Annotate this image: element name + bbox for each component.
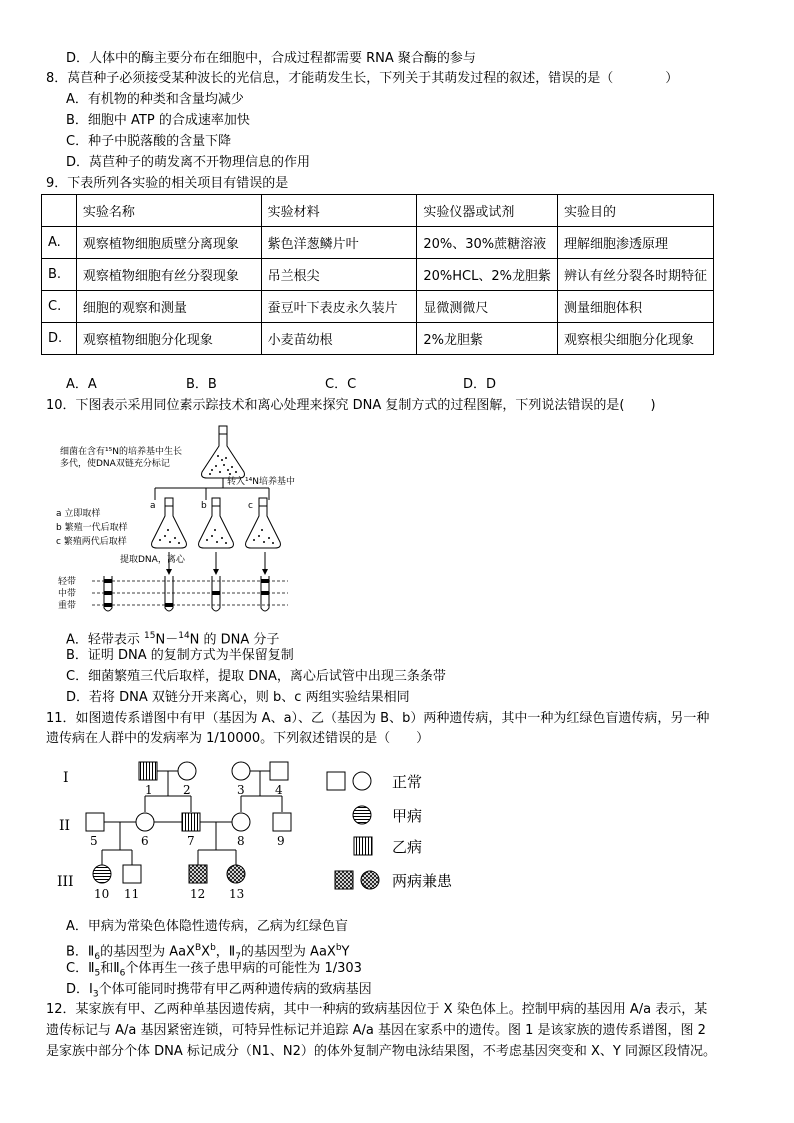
pedigree-figure	[55, 752, 485, 907]
q9-table	[41, 194, 714, 355]
q10-option-a-text: N－	[155, 632, 179, 648]
table-cell: 20%、30%蔗糖溶液	[417, 227, 558, 259]
table-row	[42, 259, 714, 291]
legend-disease-b-icon	[354, 837, 372, 855]
table-header-cell: 实验名称	[76, 195, 261, 227]
q9-choice-a: A．A	[66, 377, 97, 392]
q10-option-a-text: A．轻带表示	[66, 632, 145, 648]
superscript: b	[210, 943, 216, 953]
table-cell: 测量细胞体积	[557, 291, 713, 323]
reference-tube-icon	[104, 576, 112, 611]
table-cell: 观察植物细胞有丝分裂现象	[76, 259, 261, 291]
table-cell: 观察根尖细胞分化现象	[557, 323, 713, 355]
subscript: 6	[119, 968, 126, 979]
isotope-15-superscript: 15	[144, 631, 156, 641]
individual-7-icon	[182, 813, 200, 831]
q11-option-d-text: D．Ⅰ	[66, 982, 93, 997]
top-flask-icon	[202, 426, 245, 478]
q7-option-d: D．人体中的酶主要分布在细胞中，合成过程都需要 RNA 聚合酶的参与	[66, 51, 476, 66]
band-light-label: 轻带	[58, 577, 77, 587]
q8-option-d: D．莴苣种子的萌发离不开物理信息的作用	[66, 155, 311, 170]
legend-both-female-icon	[361, 871, 379, 889]
q12-line-3: 是家族中部分个体 DNA 标记成分（N1、N2）的体外复制产物电泳结果图，不考虑基因突变和 X、Y 同源区段情况。	[46, 1044, 716, 1059]
q11-option-d-text: 个体可能同时携带有甲乙两种遗传病的致病基因	[98, 982, 372, 997]
isotope-14-superscript: 14	[178, 631, 190, 641]
individual-2-label: 2	[183, 783, 191, 797]
q8-option-b: B．细胞中 ATP 的合成速率加快	[66, 113, 250, 128]
individual-7-label: 7	[187, 834, 195, 848]
flask-a-icon	[152, 498, 187, 548]
q11-option-b-text: 的基因型为 AaX	[240, 944, 336, 960]
individual-1-icon	[139, 762, 157, 780]
individual-11-label: 11	[124, 887, 140, 901]
individual-8-icon	[232, 813, 250, 831]
individual-5-label: 5	[90, 834, 98, 848]
q9-stem: 9．下表所列各实验的相关项目有错误的是	[46, 176, 289, 191]
q11-option-c-text: C．Ⅱ	[66, 961, 95, 976]
individual-10-icon	[93, 865, 111, 883]
fig-caption-1: 细菌在含有¹⁵N的培养基中生长	[60, 447, 182, 457]
q11-option-b-text: B．Ⅱ	[66, 944, 95, 960]
q9-choice-d: D．D	[463, 377, 497, 392]
table-cell: A.	[42, 227, 77, 259]
legend-normal-male-icon	[327, 772, 345, 790]
individual-11-icon	[123, 865, 141, 883]
legend-normal-female-icon	[353, 772, 371, 790]
q11-option-a: A．甲病为常染色体隐性遗传病，乙病为红绿色盲	[66, 919, 348, 934]
table-cell: 显微测微尺	[417, 291, 558, 323]
q11-option-c-text: 个体再生一孩子患甲病的可能性为 1/303	[125, 961, 362, 976]
q10-option-d: D．若将 DNA 双链分开来离心，则 b、c 两组实验结果相同	[66, 690, 410, 705]
table-header-row	[42, 195, 714, 227]
table-header-cell	[42, 195, 77, 227]
q8-option-a: A．有机物的种类和含量均减少	[66, 92, 244, 107]
individual-6-icon	[136, 813, 154, 831]
fig-transfer-label: 转入¹⁴N培养基中	[227, 477, 295, 487]
legend-both-label: 两病兼患	[392, 872, 453, 890]
q8-option-c: C．种子中脱落酸的含量下降	[66, 134, 232, 149]
table-row	[42, 323, 714, 355]
individual-2-icon	[178, 762, 196, 780]
sample-label-a: a 立即取样	[56, 509, 101, 519]
q9-choice-b: B．B	[186, 377, 217, 392]
legend-disease-b-label: 乙病	[392, 838, 423, 856]
table-row	[42, 291, 714, 323]
q10-option-c: C．细菌繁殖三代后取样，提取 DNA，离心后试管中出现三条条带	[66, 669, 446, 684]
individual-9-label: 9	[277, 834, 285, 848]
table-cell: 20%HCL、2%龙胆紫	[417, 259, 558, 291]
individual-10-label: 10	[94, 887, 110, 901]
generation-label-2: II	[59, 818, 71, 834]
individual-13-label: 13	[229, 887, 245, 901]
individual-13-icon	[227, 865, 245, 883]
individual-5-icon	[86, 813, 104, 831]
generation-label-3: III	[57, 874, 74, 890]
individual-6-label: 6	[141, 834, 149, 848]
individual-3-label: 3	[237, 783, 245, 797]
q11-stem-line-1: 11．如图遗传系谱图中有甲（基因为 A、a）、乙（基因为 B、b）两种遗传病，其中一种为红绿色盲遗传病，另一种	[46, 711, 710, 726]
table-cell: 紫色洋葱鳞片叶	[261, 227, 417, 259]
sample-label-c: c 繁殖两代后取样	[56, 537, 127, 547]
q10-option-a-text: N 的 DNA 分子	[189, 632, 280, 648]
q11-option-b-text: X	[201, 944, 211, 960]
table-header-cell: 实验目的	[557, 195, 713, 227]
table-cell: 吊兰根尖	[261, 259, 417, 291]
q9-choice-c: C．C	[325, 377, 357, 392]
q11-option-b-text: 的基因型为 AaX	[100, 944, 195, 960]
table-cell: B.	[42, 259, 77, 291]
table-cell: 理解细胞渗透原理	[557, 227, 713, 259]
flask-a-label: a	[150, 501, 156, 511]
subscript: 3	[92, 989, 99, 1000]
legend-both-male-icon	[335, 871, 353, 889]
superscript: B	[194, 943, 202, 953]
individual-4-icon	[270, 762, 288, 780]
table-cell: 2%龙胆紫	[417, 323, 558, 355]
individual-4-label: 4	[275, 783, 283, 797]
legend-disease-a-icon	[353, 806, 371, 824]
tube-c-icon	[261, 576, 269, 611]
table-cell: 小麦苗幼根	[261, 323, 417, 355]
q12-line-2: 遗传标记与 A/a 基因紧密连锁，可特异性标记并追踪 A/a 基因在家系中的遗传。图 1 是该家族的遗传系谱图，图 2	[46, 1023, 706, 1038]
superscript: b	[335, 943, 342, 953]
individual-8-label: 8	[237, 834, 245, 848]
individual-12-label: 12	[190, 887, 206, 901]
table-cell: 观察植物细胞质壁分离现象	[76, 227, 261, 259]
individual-12-icon	[189, 865, 207, 883]
legend-normal-label: 正常	[392, 773, 423, 791]
q12-line-1: 12．某家族有甲、乙两种单基因遗传病，其中一种病的致病基因位于 X 染色体上。控制甲病的基因用 A/a 表示，某	[46, 1002, 708, 1017]
q10-option-b: B．证明 DNA 的复制方式为半保留复制	[66, 648, 294, 663]
table-cell: C.	[42, 291, 77, 323]
q11-option-b-text: Y	[341, 944, 350, 960]
individual-9-icon	[273, 813, 291, 831]
fig-caption-2: 多代，使DNA双链充分标记	[60, 459, 170, 469]
individual-1-label: 1	[145, 783, 153, 797]
q11-stem-line-2: 遗传病在人群中的发病率为 1/10000。下列叙述错误的是（ ）	[46, 731, 430, 746]
subscript: 6	[94, 951, 101, 962]
table-row	[42, 227, 714, 259]
table-header-cell: 实验仪器或试剂	[417, 195, 558, 227]
table-cell: 蚕豆叶下表皮永久装片	[261, 291, 417, 323]
subscript: 5	[94, 968, 101, 979]
flask-b-label: b	[201, 501, 207, 511]
subscript: 7	[235, 951, 241, 962]
table-cell: D.	[42, 323, 77, 355]
dna-replication-figure	[52, 420, 297, 620]
band-heavy-label: 重带	[58, 601, 77, 611]
band-middle-label: 中带	[58, 589, 77, 599]
table-header-cell: 实验材料	[261, 195, 417, 227]
sample-label-b: b 繁殖一代后取样	[56, 523, 128, 533]
table-cell: 辨认有丝分裂各时期特征	[557, 259, 713, 291]
q11-option-c-text: 和Ⅱ	[100, 961, 120, 976]
q8-stem: 8．莴苣种子必须接受某种波长的光信息，才能萌发生长，下列关于其萌发过程的叙述，错误的是（ ）	[46, 71, 679, 86]
q10-stem: 10．下图表示采用同位素示踪技术和离心处理来探究 DNA 复制方式的过程图解，下列说法错误的是( )	[46, 398, 656, 413]
generation-label-1: I	[63, 770, 69, 786]
flask-c-label: c	[248, 501, 253, 511]
table-cell: 观察植物细胞分化现象	[76, 323, 261, 355]
individual-3-icon	[232, 762, 250, 780]
q11-option-b-text: ，Ⅱ	[215, 944, 236, 960]
extract-label: 提取DNA，离心	[120, 555, 185, 565]
legend-disease-a-label: 甲病	[392, 807, 423, 825]
table-cell: 细胞的观察和测量	[76, 291, 261, 323]
